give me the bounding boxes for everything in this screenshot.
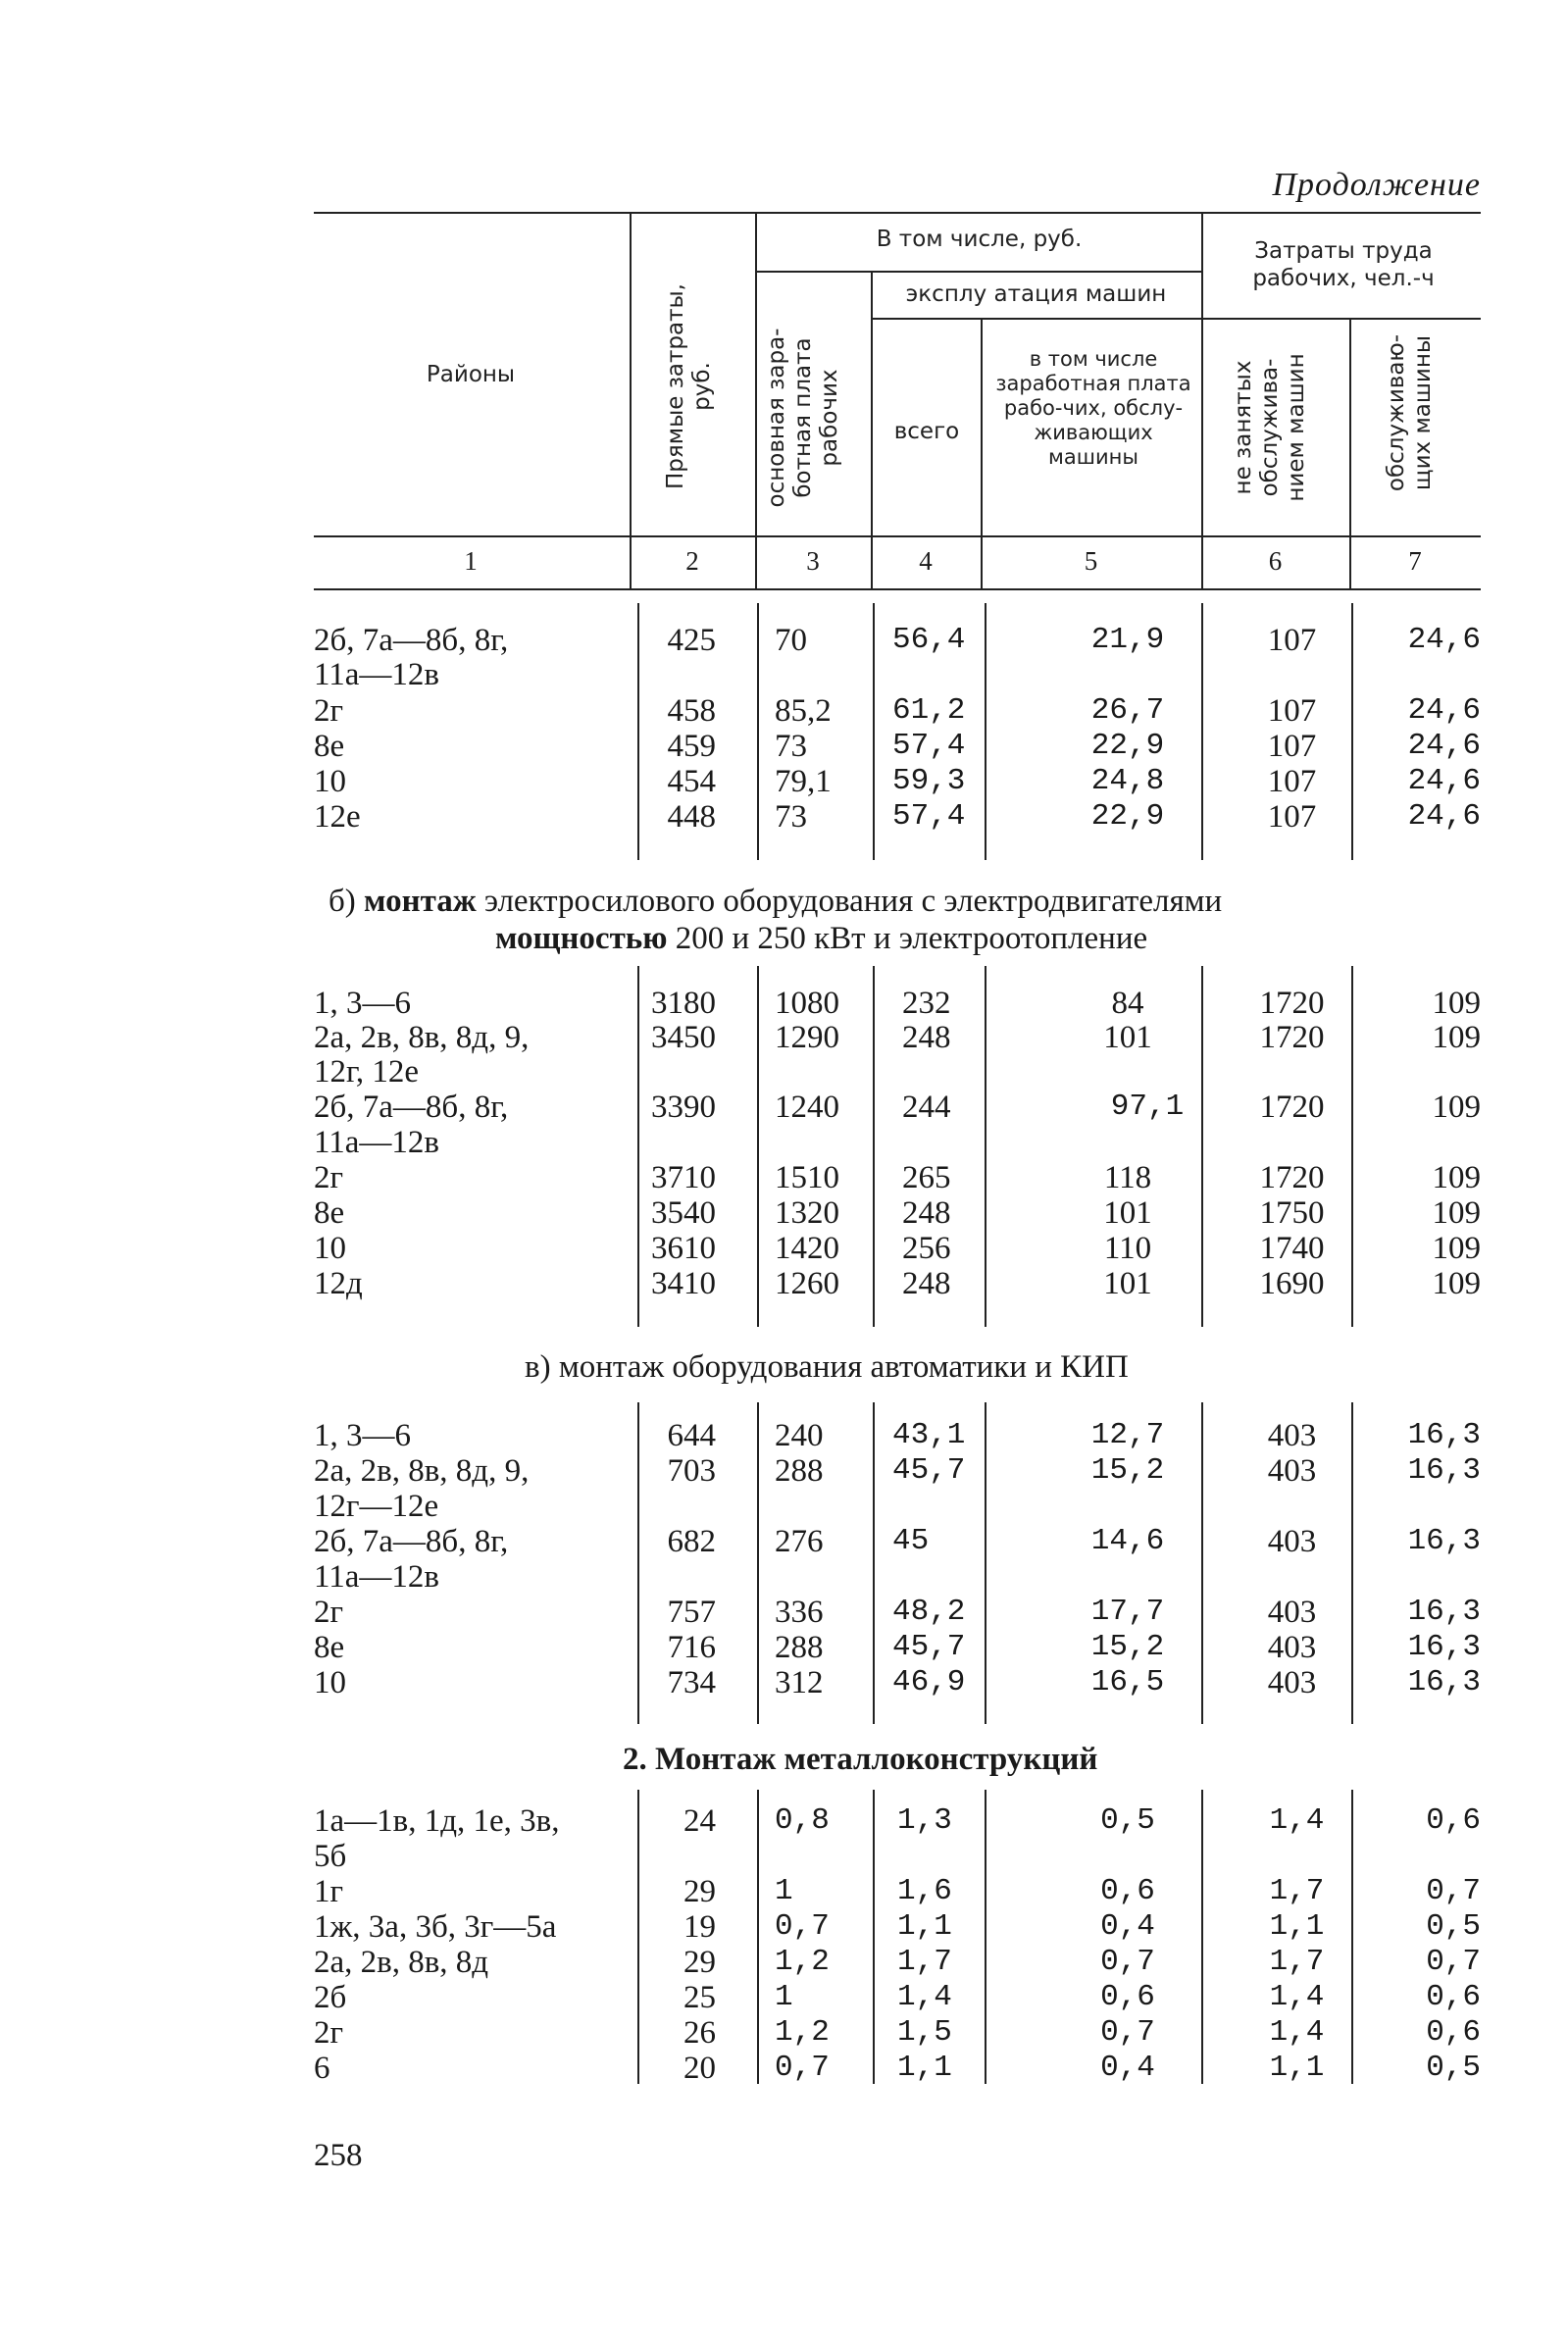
table-row bbox=[314, 1803, 1481, 1839]
machine-wage-cell: 22,9 bbox=[1090, 729, 1165, 763]
header-machine-service-text: обслуживаю-щих машины bbox=[1384, 333, 1436, 492]
direct-costs-cell: 3610 bbox=[651, 1231, 716, 1266]
region-cell: 12е bbox=[314, 799, 361, 835]
machine-total-cell: 232 bbox=[902, 986, 951, 1021]
region-cell: 1а—1в, 1д, 1е, 3в, bbox=[314, 1803, 560, 1839]
direct-costs-cell: 29 bbox=[683, 1945, 716, 1980]
base-wage-cell: 0,8 bbox=[775, 1803, 830, 1838]
direct-costs-cell: 29 bbox=[683, 1874, 716, 1909]
base-wage-cell: 1 bbox=[775, 1874, 793, 1908]
labor-not-machine-cell: 107 bbox=[1267, 693, 1317, 729]
table-row bbox=[314, 1453, 1481, 1489]
direct-costs-cell: 24 bbox=[683, 1803, 716, 1839]
direct-costs-cell: 3710 bbox=[651, 1160, 716, 1195]
direct-costs-cell: 682 bbox=[667, 1524, 716, 1559]
labor-machine-cell: 109 bbox=[1432, 1160, 1481, 1195]
region-cell: 2г bbox=[314, 1160, 344, 1195]
machine-total-cell: 48,2 bbox=[892, 1595, 966, 1629]
machine-wage-cell: 84 bbox=[1111, 986, 1144, 1021]
base-wage-cell: 1510 bbox=[775, 1160, 839, 1195]
labor-not-machine-cell: 403 bbox=[1267, 1630, 1317, 1665]
col-number: 4 bbox=[919, 546, 933, 576]
section-b-title-line2 bbox=[495, 920, 1147, 957]
labor-machine-cell: 24,6 bbox=[1407, 729, 1481, 763]
labor-not-machine-cell: 107 bbox=[1267, 764, 1317, 799]
labor-machine-cell: 0,7 bbox=[1426, 1874, 1481, 1908]
labor-machine-cell: 24,6 bbox=[1407, 799, 1481, 834]
table-header bbox=[314, 212, 1481, 594]
machine-total-cell: 56,4 bbox=[892, 623, 966, 657]
labor-machine-cell: 0,6 bbox=[1426, 1980, 1481, 2014]
machine-wage-cell: 0,4 bbox=[1100, 1909, 1155, 1944]
base-wage-cell: 1 bbox=[775, 1980, 793, 2014]
machine-wage-cell: 12,7 bbox=[1090, 1418, 1165, 1452]
header-regions: Районы bbox=[426, 362, 516, 387]
base-wage-cell: 240 bbox=[775, 1418, 824, 1453]
region-cell: 1, 3—6 bbox=[314, 986, 411, 1021]
section-v-title: в) монтаж оборудования автоматики и КИП bbox=[525, 1349, 1129, 1385]
labor-not-machine-cell: 1720 bbox=[1259, 1160, 1325, 1195]
base-wage-cell: 1240 bbox=[775, 1090, 839, 1125]
labor-not-machine-cell: 107 bbox=[1267, 729, 1317, 764]
table-row bbox=[314, 1418, 1481, 1453]
labor-machine-cell: 0,6 bbox=[1426, 1803, 1481, 1838]
table-row bbox=[314, 799, 1481, 835]
base-wage-cell: 73 bbox=[775, 799, 807, 835]
machine-wage-cell: 21,9 bbox=[1090, 623, 1165, 657]
table-block-v bbox=[314, 1402, 1481, 1724]
table-row bbox=[314, 1945, 1481, 1980]
table-row bbox=[314, 1595, 1481, 1630]
labor-not-machine-cell: 1750 bbox=[1259, 1195, 1325, 1231]
region-cell: 5б bbox=[314, 1839, 347, 1874]
col-number: 5 bbox=[1084, 546, 1098, 576]
machine-total-cell: 45 bbox=[892, 1524, 930, 1558]
base-wage-cell: 1260 bbox=[775, 1266, 839, 1301]
table-row bbox=[314, 1980, 1481, 2015]
machine-total-cell: 1,5 bbox=[897, 2015, 952, 2050]
region-cell: 1г bbox=[314, 1874, 344, 1909]
region-cell: 2г bbox=[314, 2015, 344, 2051]
header-top-rule bbox=[314, 212, 1481, 214]
region-cell: 8е bbox=[314, 729, 345, 764]
section-b-title-line1 bbox=[329, 883, 1222, 920]
machine-total-cell: 57,4 bbox=[892, 799, 966, 834]
col-number-rule bbox=[314, 588, 1481, 590]
base-wage-cell: 336 bbox=[775, 1595, 824, 1630]
region-cell: 2а, 2в, 8в, 8д, 9, bbox=[314, 1020, 530, 1055]
machine-total-cell: 1,3 bbox=[897, 1803, 952, 1838]
header-incl-wage: в том числе заработная плата рабо-чих, обслу-живающих машины bbox=[995, 347, 1191, 469]
header-divider bbox=[630, 212, 632, 588]
base-wage-cell: 276 bbox=[775, 1524, 824, 1559]
header-machine-service bbox=[1384, 256, 1452, 570]
base-wage-cell: 1420 bbox=[775, 1231, 839, 1266]
labor-not-machine-cell: 403 bbox=[1267, 1524, 1317, 1559]
region-cell: 1, 3—6 bbox=[314, 1418, 411, 1453]
base-wage-cell: 1320 bbox=[775, 1195, 839, 1231]
table-row-continuation bbox=[314, 1559, 1481, 1595]
labor-machine-cell: 109 bbox=[1432, 1020, 1481, 1055]
table-block-b bbox=[314, 966, 1481, 1327]
region-cell: 10 bbox=[314, 764, 346, 799]
machine-wage-cell: 101 bbox=[1103, 1195, 1152, 1231]
table-row bbox=[314, 1909, 1481, 1945]
machine-total-cell: 244 bbox=[902, 1090, 951, 1125]
header-divider bbox=[755, 212, 757, 588]
labor-machine-cell: 16,3 bbox=[1407, 1418, 1481, 1452]
labor-machine-cell: 16,3 bbox=[1407, 1595, 1481, 1629]
labor-machine-cell: 109 bbox=[1432, 1231, 1481, 1266]
header-base-wage-text: основная зара-ботная плата рабочих bbox=[764, 328, 842, 508]
direct-costs-cell: 458 bbox=[667, 693, 716, 729]
table-row bbox=[314, 729, 1481, 764]
base-wage-cell: 0,7 bbox=[775, 1909, 830, 1944]
labor-not-machine-cell: 1,7 bbox=[1269, 1874, 1325, 1908]
labor-machine-cell: 24,6 bbox=[1407, 623, 1481, 657]
table-row bbox=[314, 623, 1481, 658]
table-row bbox=[314, 693, 1481, 729]
machine-wage-cell: 17,7 bbox=[1090, 1595, 1165, 1629]
table-row-continuation bbox=[314, 657, 1481, 692]
direct-costs-cell: 3410 bbox=[651, 1266, 716, 1301]
machine-total-cell: 1,1 bbox=[897, 2051, 952, 2085]
col-number: 6 bbox=[1268, 546, 1283, 576]
machine-wage-cell: 0,6 bbox=[1100, 1874, 1155, 1908]
labor-machine-cell: 0,5 bbox=[1426, 2051, 1481, 2085]
labor-machine-cell: 16,3 bbox=[1407, 1453, 1481, 1488]
direct-costs-cell: 20 bbox=[683, 2051, 716, 2086]
labor-machine-cell: 0,7 bbox=[1426, 1945, 1481, 1979]
table-row-continuation bbox=[314, 1125, 1481, 1160]
direct-costs-cell: 448 bbox=[667, 799, 716, 835]
labor-not-machine-cell: 1,4 bbox=[1269, 2015, 1325, 2050]
machine-wage-cell: 101 bbox=[1103, 1266, 1152, 1301]
direct-costs-cell: 644 bbox=[667, 1418, 716, 1453]
direct-costs-cell: 757 bbox=[667, 1595, 716, 1630]
region-cell: 10 bbox=[314, 1665, 346, 1700]
direct-costs-cell: 703 bbox=[667, 1453, 716, 1489]
direct-costs-cell: 3180 bbox=[651, 986, 716, 1021]
region-cell: 2г bbox=[314, 693, 344, 729]
machine-wage-cell: 26,7 bbox=[1090, 693, 1165, 728]
table-row bbox=[314, 1266, 1481, 1301]
col-number: 7 bbox=[1408, 546, 1422, 576]
machine-wage-cell: 110 bbox=[1103, 1231, 1152, 1266]
region-cell: 6 bbox=[314, 2051, 330, 2086]
machine-total-cell: 248 bbox=[902, 1266, 951, 1301]
machine-wage-cell: 0,7 bbox=[1100, 1945, 1155, 1979]
col-number: 3 bbox=[806, 546, 820, 576]
machine-wage-cell: 15,2 bbox=[1090, 1453, 1165, 1488]
labor-machine-cell: 0,6 bbox=[1426, 2015, 1481, 2050]
table-row bbox=[314, 2051, 1481, 2086]
table-row bbox=[314, 1524, 1481, 1559]
direct-costs-cell: 454 bbox=[667, 764, 716, 799]
machine-wage-cell: 0,7 bbox=[1100, 2015, 1155, 2050]
table-row bbox=[314, 1160, 1481, 1195]
region-cell: 2б, 7а—8б, 8г, bbox=[314, 623, 509, 658]
section-b-rest: электросилового оборудования с электродвигателями bbox=[483, 884, 1223, 919]
table-row bbox=[314, 1231, 1481, 1266]
machine-total-cell: 248 bbox=[902, 1195, 951, 1231]
section-2-title: 2. Монтаж металлоконструкций bbox=[623, 1742, 1098, 1777]
labor-machine-cell: 109 bbox=[1432, 986, 1481, 1021]
labor-not-machine-cell: 1,1 bbox=[1269, 2051, 1325, 2085]
base-wage-cell: 288 bbox=[775, 1453, 824, 1489]
header-including: В том числе, руб. bbox=[876, 227, 1083, 252]
header-not-machine-text: не занятых обслужива-нием машин bbox=[1231, 353, 1309, 502]
region-cell: 8е bbox=[314, 1630, 345, 1665]
labor-not-machine-cell: 1720 bbox=[1259, 1020, 1325, 1055]
header-labor-costs: Затраты труда рабочих, чел.-ч bbox=[1252, 238, 1435, 291]
section-b-prefix: б) bbox=[329, 884, 356, 919]
region-cell: 2г bbox=[314, 1595, 344, 1630]
table-row-continuation bbox=[314, 1489, 1481, 1524]
region-cell: 2а, 2в, 8в, 8д bbox=[314, 1945, 489, 1980]
header-base-wage bbox=[764, 261, 862, 575]
labor-not-machine-cell: 403 bbox=[1267, 1665, 1317, 1700]
machine-total-cell: 57,4 bbox=[892, 729, 966, 763]
table-row bbox=[314, 1874, 1481, 1909]
direct-costs-cell: 425 bbox=[667, 623, 716, 658]
machine-total-cell: 1,6 bbox=[897, 1874, 952, 1908]
base-wage-cell: 1,2 bbox=[775, 2015, 830, 2050]
table-block-2 bbox=[314, 1790, 1481, 2084]
base-wage-cell: 85,2 bbox=[775, 693, 832, 729]
region-cell: 11а—12в bbox=[314, 657, 440, 692]
region-cell: 2б, 7а—8б, 8г, bbox=[314, 1090, 509, 1125]
region-cell: 12г, 12е bbox=[314, 1054, 419, 1090]
section-b-bold2: мощностью bbox=[495, 921, 668, 956]
machine-total-cell: 45,7 bbox=[892, 1453, 966, 1488]
direct-costs-cell: 19 bbox=[683, 1909, 716, 1945]
machine-total-cell: 1,1 bbox=[897, 1909, 952, 1944]
continuation-label: Продолжение bbox=[1272, 167, 1481, 203]
labor-not-machine-cell: 107 bbox=[1267, 799, 1317, 835]
machine-wage-cell: 118 bbox=[1103, 1160, 1152, 1195]
machine-wage-cell: 97,1 bbox=[1110, 1090, 1185, 1124]
machine-wage-cell: 0,5 bbox=[1100, 1803, 1155, 1838]
region-cell: 8е bbox=[314, 1195, 345, 1231]
labor-not-machine-cell: 1720 bbox=[1259, 1090, 1325, 1125]
table-row bbox=[314, 1665, 1481, 1700]
table-row bbox=[314, 764, 1481, 799]
machine-total-cell: 61,2 bbox=[892, 693, 966, 728]
section-b-bold: монтаж bbox=[364, 884, 477, 919]
base-wage-cell: 79,1 bbox=[775, 764, 832, 799]
base-wage-cell: 73 bbox=[775, 729, 807, 764]
region-cell: 10 bbox=[314, 1231, 346, 1266]
labor-not-machine-cell: 1690 bbox=[1259, 1266, 1325, 1301]
direct-costs-cell: 3390 bbox=[651, 1090, 716, 1125]
region-cell: 1ж, 3а, 3б, 3г—5а bbox=[314, 1909, 557, 1945]
header-machine-operation: эксплу атация машин bbox=[905, 281, 1167, 307]
base-wage-cell: 288 bbox=[775, 1630, 824, 1665]
direct-costs-cell: 25 bbox=[683, 1980, 716, 2015]
table-block-1 bbox=[314, 603, 1481, 860]
table-row bbox=[314, 2015, 1481, 2051]
machine-wage-cell: 0,6 bbox=[1100, 1980, 1155, 2014]
labor-not-machine-cell: 1,4 bbox=[1269, 1803, 1325, 1838]
machine-wage-cell: 16,5 bbox=[1090, 1665, 1165, 1699]
base-wage-cell: 1,2 bbox=[775, 1945, 830, 1979]
header-total: всего bbox=[893, 419, 960, 444]
machine-wage-cell: 22,9 bbox=[1090, 799, 1165, 834]
region-cell: 11а—12в bbox=[314, 1125, 440, 1160]
direct-costs-cell: 3540 bbox=[651, 1195, 716, 1231]
labor-machine-cell: 24,6 bbox=[1407, 764, 1481, 798]
machine-wage-cell: 15,2 bbox=[1090, 1630, 1165, 1664]
header-direct-costs bbox=[663, 229, 722, 543]
region-cell: 2б bbox=[314, 1980, 347, 2015]
base-wage-cell: 70 bbox=[775, 623, 807, 658]
table-row-continuation bbox=[314, 1839, 1481, 1874]
section-b-rest2: 200 и 250 кВт и электроотопление bbox=[675, 921, 1148, 956]
machine-wage-cell: 14,6 bbox=[1090, 1524, 1165, 1558]
labor-machine-cell: 109 bbox=[1432, 1266, 1481, 1301]
table-row bbox=[314, 1195, 1481, 1231]
machine-wage-cell: 24,8 bbox=[1090, 764, 1165, 798]
labor-not-machine-cell: 107 bbox=[1267, 623, 1317, 658]
labor-not-machine-cell: 1,1 bbox=[1269, 1909, 1325, 1944]
labor-not-machine-cell: 403 bbox=[1267, 1595, 1317, 1630]
page-number: 258 bbox=[314, 2138, 363, 2173]
labor-machine-cell: 16,3 bbox=[1407, 1524, 1481, 1558]
direct-costs-cell: 3450 bbox=[651, 1020, 716, 1055]
machine-total-cell: 256 bbox=[902, 1231, 951, 1266]
labor-machine-cell: 16,3 bbox=[1407, 1630, 1481, 1664]
col-number: 2 bbox=[685, 546, 699, 576]
machine-wage-cell: 101 bbox=[1103, 1020, 1152, 1055]
region-cell: 11а—12в bbox=[314, 1559, 440, 1595]
labor-not-machine-cell: 1740 bbox=[1259, 1231, 1325, 1266]
header-sub-rule bbox=[871, 318, 1201, 320]
direct-costs-cell: 26 bbox=[683, 2015, 716, 2051]
table-row bbox=[314, 1020, 1481, 1055]
base-wage-cell: 0,7 bbox=[775, 2051, 830, 2085]
labor-machine-cell: 0,5 bbox=[1426, 1909, 1481, 1944]
labor-not-machine-cell: 1720 bbox=[1259, 986, 1325, 1021]
col-number: 1 bbox=[464, 546, 478, 576]
table-row-continuation bbox=[314, 1054, 1481, 1090]
labor-not-machine-cell: 403 bbox=[1267, 1418, 1317, 1453]
header-not-machine bbox=[1231, 271, 1329, 584]
base-wage-cell: 1290 bbox=[775, 1020, 839, 1055]
labor-not-machine-cell: 403 bbox=[1267, 1453, 1317, 1489]
machine-total-cell: 46,9 bbox=[892, 1665, 966, 1699]
table-row bbox=[314, 1090, 1481, 1125]
region-cell: 2а, 2в, 8в, 8д, 9, bbox=[314, 1453, 530, 1489]
machine-total-cell: 43,1 bbox=[892, 1418, 966, 1452]
labor-not-machine-cell: 1,4 bbox=[1269, 1980, 1325, 2014]
labor-machine-cell: 24,6 bbox=[1407, 693, 1481, 728]
labor-machine-cell: 109 bbox=[1432, 1090, 1481, 1125]
table-row bbox=[314, 1630, 1481, 1665]
region-cell: 12д bbox=[314, 1266, 363, 1301]
header-divider bbox=[1201, 212, 1203, 588]
direct-costs-cell: 716 bbox=[667, 1630, 716, 1665]
region-cell: 2б, 7а—8б, 8г, bbox=[314, 1524, 509, 1559]
machine-total-cell: 1,4 bbox=[897, 1980, 952, 2014]
labor-machine-cell: 109 bbox=[1432, 1195, 1481, 1231]
machine-total-cell: 265 bbox=[902, 1160, 951, 1195]
header-direct-costs-text: Прямые затраты, руб. bbox=[663, 283, 715, 489]
direct-costs-cell: 459 bbox=[667, 729, 716, 764]
direct-costs-cell: 734 bbox=[667, 1665, 716, 1700]
machine-total-cell: 1,7 bbox=[897, 1945, 952, 1979]
base-wage-cell: 1080 bbox=[775, 986, 839, 1021]
base-wage-cell: 312 bbox=[775, 1665, 824, 1700]
labor-machine-cell: 16,3 bbox=[1407, 1665, 1481, 1699]
table-row bbox=[314, 986, 1481, 1021]
machine-total-cell: 45,7 bbox=[892, 1630, 966, 1664]
labor-not-machine-cell: 1,7 bbox=[1269, 1945, 1325, 1979]
machine-wage-cell: 0,4 bbox=[1100, 2051, 1155, 2085]
machine-total-cell: 59,3 bbox=[892, 764, 966, 798]
machine-total-cell: 248 bbox=[902, 1020, 951, 1055]
region-cell: 12г—12е bbox=[314, 1489, 439, 1524]
